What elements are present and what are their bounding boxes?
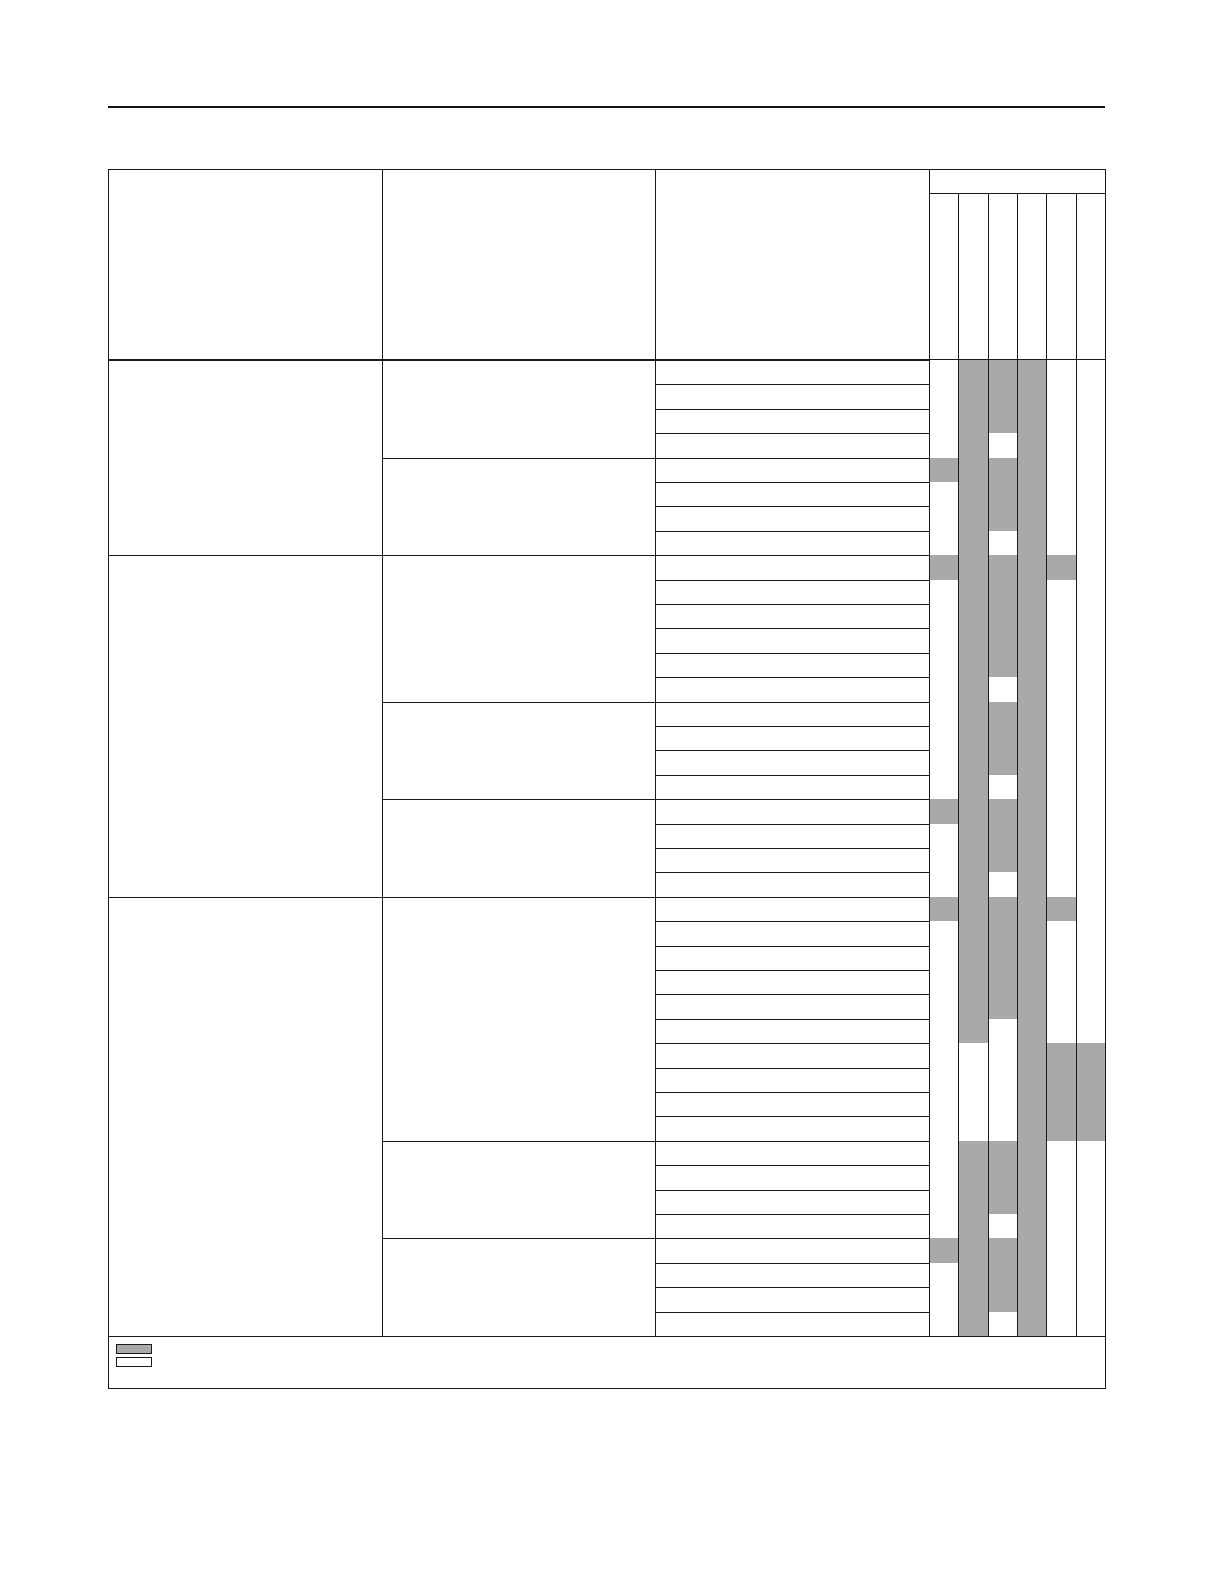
matrix-cell-empty: [1076, 409, 1105, 433]
matrix-cell-empty: [929, 531, 958, 555]
grid-column-divider: [1076, 360, 1077, 1336]
matrix-cell-empty: [1046, 409, 1075, 433]
matrix-cell-filled: [958, 580, 987, 604]
matrix-cell-filled: [988, 824, 1017, 848]
table-border-top: [108, 169, 1106, 170]
matrix-cell-filled: [1017, 1312, 1046, 1336]
table-border-right: [1105, 169, 1106, 1388]
matrix-cell-filled: [988, 994, 1017, 1018]
matrix-cell-filled: [988, 384, 1017, 408]
matrix-cell-filled: [988, 458, 1017, 482]
matrix-cell-empty: [958, 1068, 987, 1092]
matrix-cell-empty: [929, 1092, 958, 1116]
page-header-rule: [108, 106, 1105, 108]
matrix-cell-empty: [988, 872, 1017, 896]
matrix-cell-filled: [958, 994, 987, 1018]
matrix-cell-filled: [1017, 360, 1046, 384]
matrix-cell-empty: [929, 946, 958, 970]
matrix-cell-filled: [958, 628, 987, 652]
matrix-cell-empty: [1076, 872, 1105, 896]
body-divider-2: [655, 360, 656, 1336]
matrix-cell-empty: [929, 433, 958, 457]
matrix-cell-filled: [1017, 482, 1046, 506]
matrix-cell-empty: [1076, 1190, 1105, 1214]
matrix-cell-empty: [929, 628, 958, 652]
matrix-cell-empty: [929, 1116, 958, 1140]
matrix-cell-empty: [929, 1287, 958, 1311]
matrix-cell-filled: [958, 897, 987, 921]
matrix-cell-empty: [1076, 555, 1105, 579]
matrix-cell-filled: [1017, 1092, 1046, 1116]
matrix-cell-filled: [1017, 1165, 1046, 1189]
matrix-cell-empty: [1046, 360, 1075, 384]
legend-swatch-filled: [116, 1344, 152, 1354]
matrix-cell-filled: [1017, 555, 1046, 579]
matrix-cell-empty: [929, 1141, 958, 1165]
matrix-cell-filled: [1017, 604, 1046, 628]
matrix-cell-empty: [929, 1068, 958, 1092]
subgroup-rule: [382, 702, 655, 703]
matrix-cell-filled: [958, 1019, 987, 1043]
matrix-cell-filled: [958, 946, 987, 970]
matrix-cell-filled: [1046, 1043, 1075, 1067]
matrix-cell-filled: [988, 897, 1017, 921]
matrix-cell-empty: [1076, 1165, 1105, 1189]
matrix-cell-filled: [1017, 1190, 1046, 1214]
header-subcolumn-divider: [1017, 193, 1018, 360]
matrix-cell-empty: [929, 1214, 958, 1238]
compatibility-matrix-table: [108, 169, 1105, 1388]
matrix-cell-filled: [958, 531, 987, 555]
matrix-cell-empty: [929, 994, 958, 1018]
matrix-cell-filled: [988, 409, 1017, 433]
matrix-cell-filled: [1076, 1068, 1105, 1092]
matrix-cell-filled: [1017, 409, 1046, 433]
matrix-cell-empty: [1046, 750, 1075, 774]
matrix-cell-empty: [1046, 1263, 1075, 1287]
matrix-cell-empty: [929, 360, 958, 384]
matrix-cell-empty: [1076, 506, 1105, 530]
matrix-cell-filled: [1017, 897, 1046, 921]
matrix-cell-filled: [958, 921, 987, 945]
matrix-cell-empty: [988, 775, 1017, 799]
matrix-cell-filled: [1046, 555, 1075, 579]
matrix-cell-empty: [1076, 1263, 1105, 1287]
matrix-cell-empty: [1076, 702, 1105, 726]
matrix-cell-empty: [1046, 506, 1075, 530]
matrix-cell-empty: [929, 872, 958, 896]
matrix-cell-empty: [1076, 824, 1105, 848]
header-divider-3: [929, 169, 930, 360]
matrix-cell-empty: [929, 750, 958, 774]
matrix-cell-empty: [1076, 848, 1105, 872]
matrix-cell-empty: [929, 1312, 958, 1336]
matrix-cell-filled: [1017, 799, 1046, 823]
matrix-cell-empty: [1076, 1287, 1105, 1311]
table-border-left: [108, 169, 109, 1388]
matrix-cell-filled: [958, 677, 987, 701]
matrix-cell-empty: [929, 921, 958, 945]
matrix-cell-filled: [958, 1190, 987, 1214]
matrix-cell-filled: [1017, 726, 1046, 750]
matrix-cell-filled: [1017, 775, 1046, 799]
matrix-cell-filled: [1017, 506, 1046, 530]
matrix-cell-filled: [1017, 1263, 1046, 1287]
body-bottom-rule: [108, 1336, 1106, 1337]
matrix-cell-filled: [958, 1312, 987, 1336]
matrix-cell-empty: [1076, 897, 1105, 921]
matrix-cell-empty: [929, 1165, 958, 1189]
matrix-cell-filled: [958, 384, 987, 408]
matrix-cell-filled: [958, 604, 987, 628]
matrix-cell-filled: [958, 775, 987, 799]
matrix-cell-empty: [929, 409, 958, 433]
matrix-cell-filled: [1046, 1116, 1075, 1140]
matrix-cell-filled: [988, 482, 1017, 506]
subgroup-rule: [382, 555, 655, 556]
matrix-cell-empty: [1076, 946, 1105, 970]
subgroup-rule: [382, 1141, 655, 1142]
subgroup-rule: [382, 1238, 655, 1239]
header-subcolumn-divider: [1046, 193, 1047, 360]
matrix-cell-filled: [958, 970, 987, 994]
matrix-cell-empty: [1076, 628, 1105, 652]
matrix-cell-filled: [1017, 702, 1046, 726]
matrix-cell-filled: [988, 848, 1017, 872]
matrix-cell-empty: [1046, 1165, 1075, 1189]
matrix-cell-filled: [1017, 970, 1046, 994]
matrix-cell-empty: [1076, 653, 1105, 677]
matrix-cell-empty: [1076, 433, 1105, 457]
grid-column-divider: [988, 360, 989, 1336]
matrix-cell-filled: [1076, 1043, 1105, 1067]
matrix-cell-empty: [929, 653, 958, 677]
matrix-cell-empty: [1046, 799, 1075, 823]
matrix-cell-filled: [1017, 946, 1046, 970]
matrix-cell-empty: [1076, 726, 1105, 750]
matrix-cell-empty: [988, 531, 1017, 555]
matrix-cell-empty: [1046, 775, 1075, 799]
matrix-cell-filled: [1076, 1092, 1105, 1116]
matrix-cell-filled: [1017, 1019, 1046, 1043]
matrix-cell-filled: [1017, 848, 1046, 872]
matrix-cell-empty: [1076, 775, 1105, 799]
matrix-cell-empty: [1076, 1238, 1105, 1262]
matrix-cell-filled: [1017, 653, 1046, 677]
matrix-cell-filled: [1017, 994, 1046, 1018]
matrix-cell-empty: [1046, 1190, 1075, 1214]
matrix-cell-empty: [1046, 1141, 1075, 1165]
matrix-cell-empty: [1076, 799, 1105, 823]
matrix-cell-filled: [988, 1263, 1017, 1287]
matrix-cell-empty: [1046, 1312, 1075, 1336]
matrix-cell-filled: [988, 1141, 1017, 1165]
header-subcolumn-divider: [958, 193, 959, 360]
matrix-cell-filled: [1017, 824, 1046, 848]
matrix-cell-filled: [1017, 1116, 1046, 1140]
matrix-cell-empty: [1046, 580, 1075, 604]
matrix-cell-empty: [929, 848, 958, 872]
matrix-cell-filled: [1017, 458, 1046, 482]
matrix-cell-filled: [958, 1214, 987, 1238]
grid-column-divider: [958, 360, 959, 1336]
matrix-cell-empty: [1076, 1019, 1105, 1043]
matrix-cell-empty: [1076, 604, 1105, 628]
matrix-cell-filled: [988, 799, 1017, 823]
matrix-cell-empty: [1046, 1019, 1075, 1043]
matrix-cell-filled: [958, 506, 987, 530]
matrix-cell-filled: [988, 628, 1017, 652]
matrix-cell-empty: [988, 1019, 1017, 1043]
matrix-cell-empty: [1076, 531, 1105, 555]
matrix-cell-empty: [1046, 824, 1075, 848]
matrix-cell-filled: [988, 946, 1017, 970]
matrix-cell-filled: [988, 1190, 1017, 1214]
matrix-cell-filled: [1017, 1238, 1046, 1262]
matrix-cell-empty: [988, 1116, 1017, 1140]
matrix-cell-filled: [988, 1287, 1017, 1311]
subgroup-rule: [382, 799, 655, 800]
matrix-cell-empty: [1076, 458, 1105, 482]
matrix-cell-empty: [1046, 994, 1075, 1018]
matrix-cell-empty: [988, 1312, 1017, 1336]
matrix-cell-empty: [1046, 1214, 1075, 1238]
matrix-cell-filled: [958, 1287, 987, 1311]
matrix-cell-empty: [929, 1019, 958, 1043]
matrix-cell-filled: [1017, 384, 1046, 408]
matrix-cell-filled: [988, 653, 1017, 677]
matrix-cell-filled: [988, 1165, 1017, 1189]
matrix-cell-empty: [1046, 384, 1075, 408]
matrix-cell-empty: [1046, 433, 1075, 457]
matrix-cell-filled: [929, 555, 958, 579]
matrix-cell-filled: [988, 726, 1017, 750]
matrix-cell-filled: [1046, 897, 1075, 921]
matrix-cell-filled: [958, 1238, 987, 1262]
matrix-cell-filled: [1017, 750, 1046, 774]
matrix-cell-empty: [929, 384, 958, 408]
matrix-cell-filled: [1017, 1141, 1046, 1165]
matrix-cell-empty: [929, 482, 958, 506]
table-border-bottom: [108, 1388, 1106, 1389]
matrix-cell-empty: [929, 677, 958, 701]
matrix-cell-filled: [958, 872, 987, 896]
matrix-cell-filled: [958, 653, 987, 677]
matrix-cell-empty: [1076, 482, 1105, 506]
matrix-cell-empty: [988, 1068, 1017, 1092]
matrix-cell-empty: [929, 726, 958, 750]
matrix-cell-filled: [988, 555, 1017, 579]
body-divider-3: [929, 360, 930, 1336]
matrix-cell-empty: [1076, 994, 1105, 1018]
matrix-cell-filled: [958, 482, 987, 506]
matrix-cell-filled: [958, 433, 987, 457]
matrix-cell-empty: [929, 506, 958, 530]
matrix-cell-empty: [1046, 1287, 1075, 1311]
matrix-cell-empty: [1076, 750, 1105, 774]
matrix-cell-empty: [929, 580, 958, 604]
matrix-cell-filled: [929, 897, 958, 921]
matrix-cell-empty: [1076, 1214, 1105, 1238]
header-divider-2: [655, 169, 656, 360]
matrix-cell-empty: [958, 1116, 987, 1140]
matrix-cell-filled: [958, 1263, 987, 1287]
matrix-cell-empty: [1076, 384, 1105, 408]
body-divider-1: [382, 360, 383, 1336]
header-divider-1: [382, 169, 383, 360]
matrix-cell-filled: [958, 750, 987, 774]
matrix-cell-filled: [988, 750, 1017, 774]
matrix-cell-filled: [1017, 628, 1046, 652]
matrix-cell-filled: [1017, 433, 1046, 457]
matrix-cell-empty: [929, 702, 958, 726]
matrix-cell-empty: [988, 1043, 1017, 1067]
subgroup-rule: [382, 897, 655, 898]
grid-column-divider: [1017, 360, 1018, 1336]
matrix-cell-empty: [1076, 1312, 1105, 1336]
grid-column-divider: [1046, 360, 1047, 1336]
matrix-cell-filled: [1017, 677, 1046, 701]
matrix-cell-filled: [1017, 1043, 1046, 1067]
section-rule: [108, 555, 382, 556]
matrix-cell-empty: [1046, 677, 1075, 701]
matrix-cell-filled: [958, 409, 987, 433]
matrix-cell-filled: [958, 1165, 987, 1189]
matrix-cell-filled: [1046, 1092, 1075, 1116]
matrix-cell-empty: [1046, 726, 1075, 750]
matrix-cell-empty: [1046, 482, 1075, 506]
matrix-cell-empty: [1076, 360, 1105, 384]
matrix-cell-empty: [929, 824, 958, 848]
matrix-cell-filled: [988, 580, 1017, 604]
subgroup-rule: [382, 458, 655, 459]
matrix-cell-empty: [929, 775, 958, 799]
matrix-cell-filled: [1076, 1116, 1105, 1140]
matrix-cell-empty: [1046, 848, 1075, 872]
matrix-cell-empty: [1046, 921, 1075, 945]
header-subcolumn-divider: [1076, 193, 1077, 360]
matrix-cell-empty: [929, 1263, 958, 1287]
matrix-cell-empty: [1076, 677, 1105, 701]
matrix-cell-empty: [929, 1190, 958, 1214]
matrix-cell-filled: [929, 458, 958, 482]
matrix-cell-filled: [988, 702, 1017, 726]
matrix-cell-filled: [1017, 921, 1046, 945]
matrix-cell-empty: [1076, 1141, 1105, 1165]
matrix-cell-filled: [1017, 531, 1046, 555]
matrix-cell-filled: [1017, 1287, 1046, 1311]
matrix-cell-empty: [958, 1043, 987, 1067]
matrix-cell-filled: [1046, 1068, 1075, 1092]
matrix-cell-filled: [988, 921, 1017, 945]
matrix-cell-empty: [1046, 702, 1075, 726]
matrix-cell-filled: [958, 702, 987, 726]
matrix-cell-empty: [988, 677, 1017, 701]
matrix-cell-filled: [958, 824, 987, 848]
matrix-cell-filled: [958, 848, 987, 872]
matrix-cell-empty: [1076, 970, 1105, 994]
matrix-cell-filled: [929, 799, 958, 823]
matrix-cell-empty: [958, 1092, 987, 1116]
matrix-cell-filled: [958, 1141, 987, 1165]
matrix-cell-filled: [929, 1238, 958, 1262]
matrix-cell-empty: [988, 433, 1017, 457]
matrix-cell-empty: [1046, 946, 1075, 970]
matrix-cell-empty: [1046, 970, 1075, 994]
matrix-cell-empty: [1046, 872, 1075, 896]
matrix-cell-filled: [1017, 1214, 1046, 1238]
matrix-cell-filled: [988, 604, 1017, 628]
matrix-cell-empty: [1046, 653, 1075, 677]
matrix-cell-empty: [1046, 1238, 1075, 1262]
legend-swatch-empty: [116, 1357, 152, 1367]
matrix-cell-empty: [1046, 458, 1075, 482]
matrix-cell-filled: [1017, 1068, 1046, 1092]
matrix-cell-filled: [988, 506, 1017, 530]
matrix-cell-empty: [1046, 531, 1075, 555]
matrix-cell-filled: [1017, 580, 1046, 604]
matrix-cell-filled: [958, 799, 987, 823]
matrix-cell-filled: [958, 458, 987, 482]
matrix-cell-empty: [929, 1043, 958, 1067]
matrix-cell-empty: [988, 1092, 1017, 1116]
header-subcolumn-divider: [988, 193, 989, 360]
matrix-cell-empty: [1076, 580, 1105, 604]
matrix-cell-filled: [988, 970, 1017, 994]
matrix-cell-empty: [1076, 921, 1105, 945]
matrix-cell-filled: [958, 555, 987, 579]
matrix-cell-empty: [929, 604, 958, 628]
matrix-cell-filled: [1017, 872, 1046, 896]
matrix-cell-empty: [988, 1214, 1017, 1238]
matrix-cell-filled: [988, 360, 1017, 384]
section-rule: [108, 897, 382, 898]
matrix-cell-filled: [988, 1238, 1017, 1262]
matrix-cell-filled: [958, 726, 987, 750]
matrix-cell-filled: [958, 360, 987, 384]
matrix-cell-empty: [1046, 628, 1075, 652]
matrix-cell-empty: [1046, 604, 1075, 628]
matrix-cell-empty: [929, 970, 958, 994]
